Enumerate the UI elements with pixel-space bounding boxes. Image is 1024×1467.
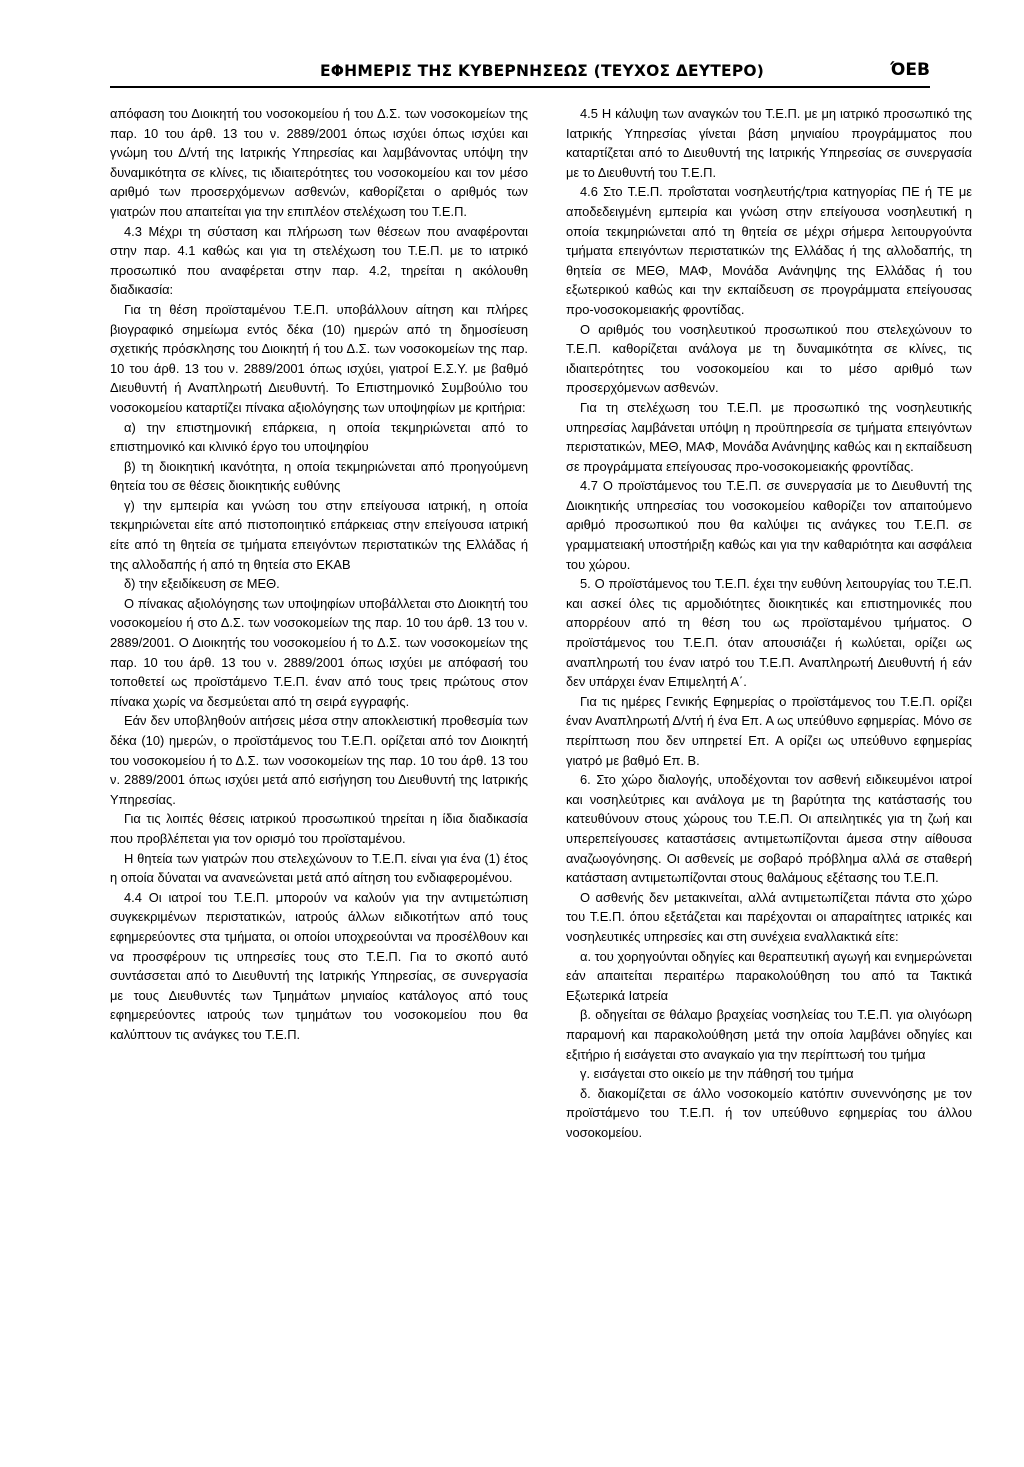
paragraph: γ. εισάγεται στο οικείο με την πάθησή του τμήμα	[580, 1066, 854, 1082]
paragraph: Ο πίνακας αξιολόγησης των υποψηφίων υποβάλλεται στο Διοικητή του νοσοκομείου ή στο Δ.Σ. των νοσοκομείων της παρ. 10 του άρθ. 13 του ν. 2889/2001. Ο Διοικητής του νοσοκομείου ή το Δ.Σ. των νοσοκομείων της παρ. 10 του άρθ. 13 του ν. 2889/2001 όπως ισχύει με απόφασή του τοποθετεί ως προϊστάμενο Τ.Ε.Π. έναν από τους τρεις πρώτους στον πίνακα χωρίς να δεσμεύεται από τη σειρά εγγραφής.	[110, 595, 528, 709]
paragraph: Ο αριθμός του νοσηλευτικού προσωπικού που στελεχώνουν το Τ.Ε.Π. καθορίζεται ανάλογα με τη δυναμικότητα σε κλίνες, τις ιδιαιτερότητες του νοσοκομείου και το μέσο αριθμό των προσερχόμενων ασθενών.	[566, 321, 972, 396]
paragraph: 5. Ο προϊστάμενος του Τ.Ε.Π. έχει την ευθύνη λειτουργίας του Τ.Ε.Π. και ασκεί όλες τις αρμοδιότητες διοικητικές και επιστημονικές που απορρέουν από τη θέση του ως προϊσταμένου τμήματος. Ο προϊστάμενος του Τ.Ε.Π. όταν απουσιάζει ή κωλύεται, ορίζει ως αναπληρωτή του έναν ιατρό του Τ.Ε.Π. Αναπληρωτή Διευθυντή ή εάν δεν υπάρχει έναν Επιμελητή Α΄.	[566, 576, 972, 690]
paragraph: απόφαση του Διοικητή του νοσοκομείου ή του Δ.Σ. των νοσοκομείων της παρ. 10 του άρθ. 13 του ν. 2889/2001 όπως ισχύει όπως ισχύει και γνώμη του Δ/ντή της Ιατρικής Υπηρεσίας και λαμβάνοντας υπόψη την δυναμικότητα σε κλίνες, τις ιδιαιτερότητες του νοσοκομείου και τον μέσο αριθμό των προσερχόμενων ασθενών, καθορίζεται ο αριθμός των γιατρών που απαιτείται για την επιπλέον στελέχωση του Τ.Ε.Π.	[110, 106, 528, 219]
paragraph: δ. διακομίζεται σε άλλο νοσοκομείο κατόπιν συνεννόησης με τον προϊστάμενο του Τ.Ε.Π. ή τον υπεύθυνο εφημερίας του άλλου νοσοκομείου.	[566, 1085, 972, 1140]
paragraph: δ) την εξειδίκευση σε ΜΕΘ.	[124, 576, 280, 592]
page-number: ΌΕΒ	[890, 60, 930, 80]
paragraph: Ο ασθενής δεν μετακινείται, αλλά αντιμετωπίζεται πάντα στο χώρο του Τ.Ε.Π. όπου εξετάζεται και παρέχονται οι απαραίτητες ιατρικές και νοσηλευτικές υπηρεσίες και στη συνέχεια εναλλακτικά είτε:	[566, 889, 972, 944]
paragraph: 6. Στο χώρο διαλογής, υποδέχονται τον ασθενή ειδικευμένοι ιατροί και νοσηλεύτριες και ανάλογα με τη βαρύτητα της κατάστασής του κατευθύνουν στους χώρους του Τ.Ε.Π. Οι απειλητικές για τη ζωή και υπερεπείγουσες καταστάσεις αντιμετωπίζονται άμεσα στην αίθουσα αναζωογόνησης. Οι ασθενείς με σοβαρό πρόβλημα αλλά σε σταθερή κατάσταση αντιμετωπίζονται στους θαλάμους εξέτασης του Τ.Ε.Π.	[566, 772, 972, 886]
paragraph: Για τη στελέχωση του Τ.Ε.Π. με προσωπικό της νοσηλευτικής υπηρεσίας λαμβάνεται υπόψη η προϋπηρεσία σε τμήματα επειγόντων περιστατικών, ΜΕΘ, ΜΑΦ, Μονάδα Ανάνηψης καθώς και η εκπαίδευση σε προγράμματα επείγουσας προ-νοσοκομειακής φροντίδας.	[566, 399, 972, 474]
paragraph: α) την επιστημονική επάρκεια, η οποία τεκμηριώνεται από το επιστημονικό και κλινικό έργο του υποψηφίου	[110, 419, 528, 455]
paragraph: Η θητεία των γιατρών που στελεχώνουν το Τ.Ε.Π. είναι για ένα (1) έτος η οποία δύναται να ανανεώνεται μετά από αίτηση του ενδιαφερομένου.	[110, 850, 528, 886]
paragraph: β. οδηγείται σε θάλαμο βραχείας νοσηλείας του Τ.Ε.Π. για ολιγόωρη παραμονή και παρακολούθηση μετά την οποία λαμβάνει οδηγίες και εξιτήριο ή εισάγεται στο αναγκαίο για την περίπτωσή του τμήμα	[566, 1007, 972, 1062]
right-column	[566, 104, 972, 1142]
paragraph: γ) την εμπειρία και γνώση του στην επείγουσα ιατρική, η οποία τεκμηριώνεται είτε από πιστοποιητικό επάρκειας στην επείγουσα ιατρική είτε από τη θητεία σε τμήματα επειγόντων περιστατικών της Ελλάδας ή της αλλοδαπής ή από τη θητεία στο ΕΚΑΒ	[110, 497, 528, 572]
paragraph: 4.5 Η κάλυψη των αναγκών του Τ.Ε.Π. με μη ιατρικό προσωπικό της Ιατρικής Υπηρεσίας γίνεται βάση μηνιαίου προγράμματος που καταρτίζεται από το Διευθυντή της Ιατρικής Υπηρεσίας σε συνεργασία με το Διευθυντή του Τ.Ε.Π.	[566, 106, 972, 180]
paragraph: α. του χορηγούνται οδηγίες και θεραπευτική αγωγή και ενημερώνεται εάν απαιτείται περαιτέρω παρακολούθηση του από τα Τακτικά Εξωτερικά Ιατρεία	[566, 948, 972, 1003]
paragraph: β) τη διοικητική ικανότητα, η οποία τεκμηριώνεται από προηγούμενη θητεία του σε θέσεις διοικητικής ευθύνης	[110, 458, 528, 494]
paragraph: Για τη θέση προϊσταμένου Τ.Ε.Π. υποβάλλουν αίτηση και πλήρες βιογραφικό σημείωμα εντός δέκα (10) ημερών από τη δημοσίευση σχετικής πρόσκλησης του Διοικητή ή του Δ.Σ. των νοσοκομείων της παρ. 10 του άρθ. 13 του ν. 2889/2001 όπως ισχύει, γιατροί Ε.Σ.Υ. με βαθμό Διευθυντή ή Αναπληρωτή Διευθυντή. Το Επιστημονικό Συμβούλιο του νοσοκομείου καταρτίζει πίνακα αξιολόγησης των υποψηφίων με κριτήρια:	[110, 301, 528, 415]
paragraph: 4.7 Ο προϊστάμενος του Τ.Ε.Π. σε συνεργασία με το Διευθυντή της Διοικητικής υπηρεσίας του νοσοκομείου καθορίζει τον απαιτούμενο αριθμό προσωπικού που θα καλύψει τις ανάγκες του Τ.Ε.Π. σε γραμματειακή υποστήριξη καθώς και για την καθαριότητα και ασφάλεια του χώρου.	[566, 478, 972, 572]
paragraph: Για τις ημέρες Γενικής Εφημερίας ο προϊστάμενος του Τ.Ε.Π. ορίζει έναν Αναπληρωτή Δ/ντή ή ένα Επ. Α ως υπεύθυνο εφημερίας. Μόνο σε περίπτωση που δεν υπηρετεί Επ. Α ορίζει ως υπεύθυνο εφημερίας γιατρό με βαθμό Επ. Β.	[566, 693, 972, 768]
paragraph: Εάν δεν υποβληθούν αιτήσεις μέσα στην αποκλειστική προθεσμία των δέκα (10) ημερών, ο προϊστάμενος του Τ.Ε.Π. ορίζεται από τον Διοικητή του νοσοκομείου ή το Δ.Σ. των νοσοκομείων της παρ. 10 του άρθ. 13 του ν. 2889/2001 όπως ισχύει μετά από εισήγηση του Διευθυντή της Ιατρικής Υπηρεσίας.	[110, 713, 528, 807]
paragraph: Για τις λοιπές θέσεις ιατρικού προσωπικού τηρείται η ίδια διαδικασία που προβλέπεται για τον ορισμό του προϊσταμένου.	[110, 811, 528, 846]
left-column	[110, 104, 528, 1045]
journal-title: ΕΦΗΜΕΡΙΣ ΤΗΣ ΚΥΒΕΡΝΗΣΕΩΣ (ΤΕΥΧΟΣ ΔΕΥΤΕΡΟ)	[320, 62, 765, 80]
paragraph: 4.6 Στο Τ.Ε.Π. προΐσταται νοσηλευτής/τρια κατηγορίας ΠΕ ή ΤΕ με αποδεδειγμένη εμπειρία και γνώση στην επείγουσα νοσηλευτική η οποία τεκμηριώνεται από τη θητεία σε μέχρι σήμερα λειτουργούντα τμήματα επειγόντων περιστατικών της Ελλάδας ή της αλλοδαπής, τη θητεία σε ΜΕΘ, ΜΑΦ, Μονάδα Ανάνηψης της Ελλάδας ή του εξωτερικού καθώς και την εκπαίδευση σε προγράμματα επείγουσας προ-νοσοκομειακής φροντίδας.	[566, 184, 972, 317]
page-header	[110, 58, 930, 88]
paragraph: 4.3 Μέχρι τη σύσταση και πλήρωση των θέσεων που αναφέρονται στην παρ. 4.1 καθώς και για τη στελέχωση του Τ.Ε.Π. με το ιατρικό προσωπικό που αναφέρεται στην παρ. 4.2, τηρείται η ακόλουθη διαδικασία:	[110, 223, 528, 298]
paragraph: 4.4 Οι ιατροί του Τ.Ε.Π. μπορούν να καλούν για την αντιμετώπιση συγκεκριμένων περιστατικών, ιατρούς άλλων ειδικοτήτων από τους εφημερεύοντες στα τμήματα, οι οποίοι υποχρεούνται να προσέλθουν και να προσφέρουν τις υπηρεσίες τους στο Τ.Ε.Π. Για το σκοπό αυτό συντάσσεται από το Διευθυντή της Ιατρικής Υπηρεσίας, σε συνεργασία με τους Διευθυντές των Τμημάτων μηνιαίος κατάλογος από τους εφημερεύοντες ιατρούς των τμημάτων του νοσοκομείου που θα καλύπτουν τις ανάγκες του Τ.Ε.Π.	[110, 889, 528, 1042]
